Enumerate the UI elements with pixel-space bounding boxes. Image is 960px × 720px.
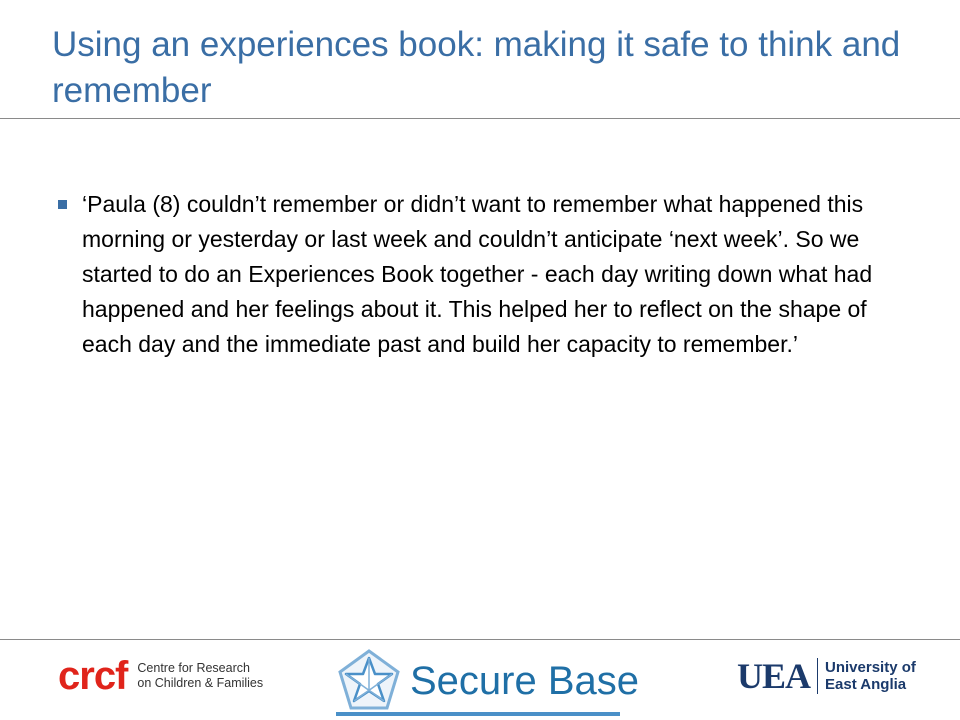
- secure-base-underline: [336, 712, 620, 716]
- secure-base-logo: [336, 648, 639, 714]
- crcf-subtitle-line2: on Children & Families: [137, 676, 264, 690]
- bullet-list: [52, 187, 912, 362]
- star-in-pentagon-icon: [336, 648, 402, 714]
- crcf-subtitle-line1: Centre for Research: [137, 661, 250, 675]
- uea-name-line2: East Anglia: [825, 676, 907, 693]
- crcf-logo: [58, 656, 263, 696]
- title-divider: [0, 118, 960, 119]
- uea-logo: [737, 656, 916, 696]
- secure-base-wordmark: Secure Base: [410, 659, 640, 703]
- uea-mark: UEA: [737, 656, 811, 696]
- square-bullet-icon: [58, 200, 67, 209]
- footer-divider: [0, 639, 960, 640]
- uea-name: [825, 659, 916, 693]
- bullet-text: ‘Paula (8) couldn’t remember or didn’t want to remember what happened this morning or yesterday or last week and couldn’t anticipate ‘next week’. So we started to do an Experiences Book together - each day writing down what had happened and her feelings about it. This helped her to reflect on the shape of each day and the immediate past and build her capacity to remember.’: [82, 191, 873, 357]
- slide-title: Using an experiences book: making it safe to think and remember: [52, 25, 901, 110]
- bullet-item: [52, 187, 912, 362]
- crcf-wordmark: crcf: [58, 654, 128, 698]
- uea-divider: [817, 658, 818, 694]
- crcf-subtitle: [137, 661, 263, 691]
- uea-name-line1: University of: [825, 659, 916, 676]
